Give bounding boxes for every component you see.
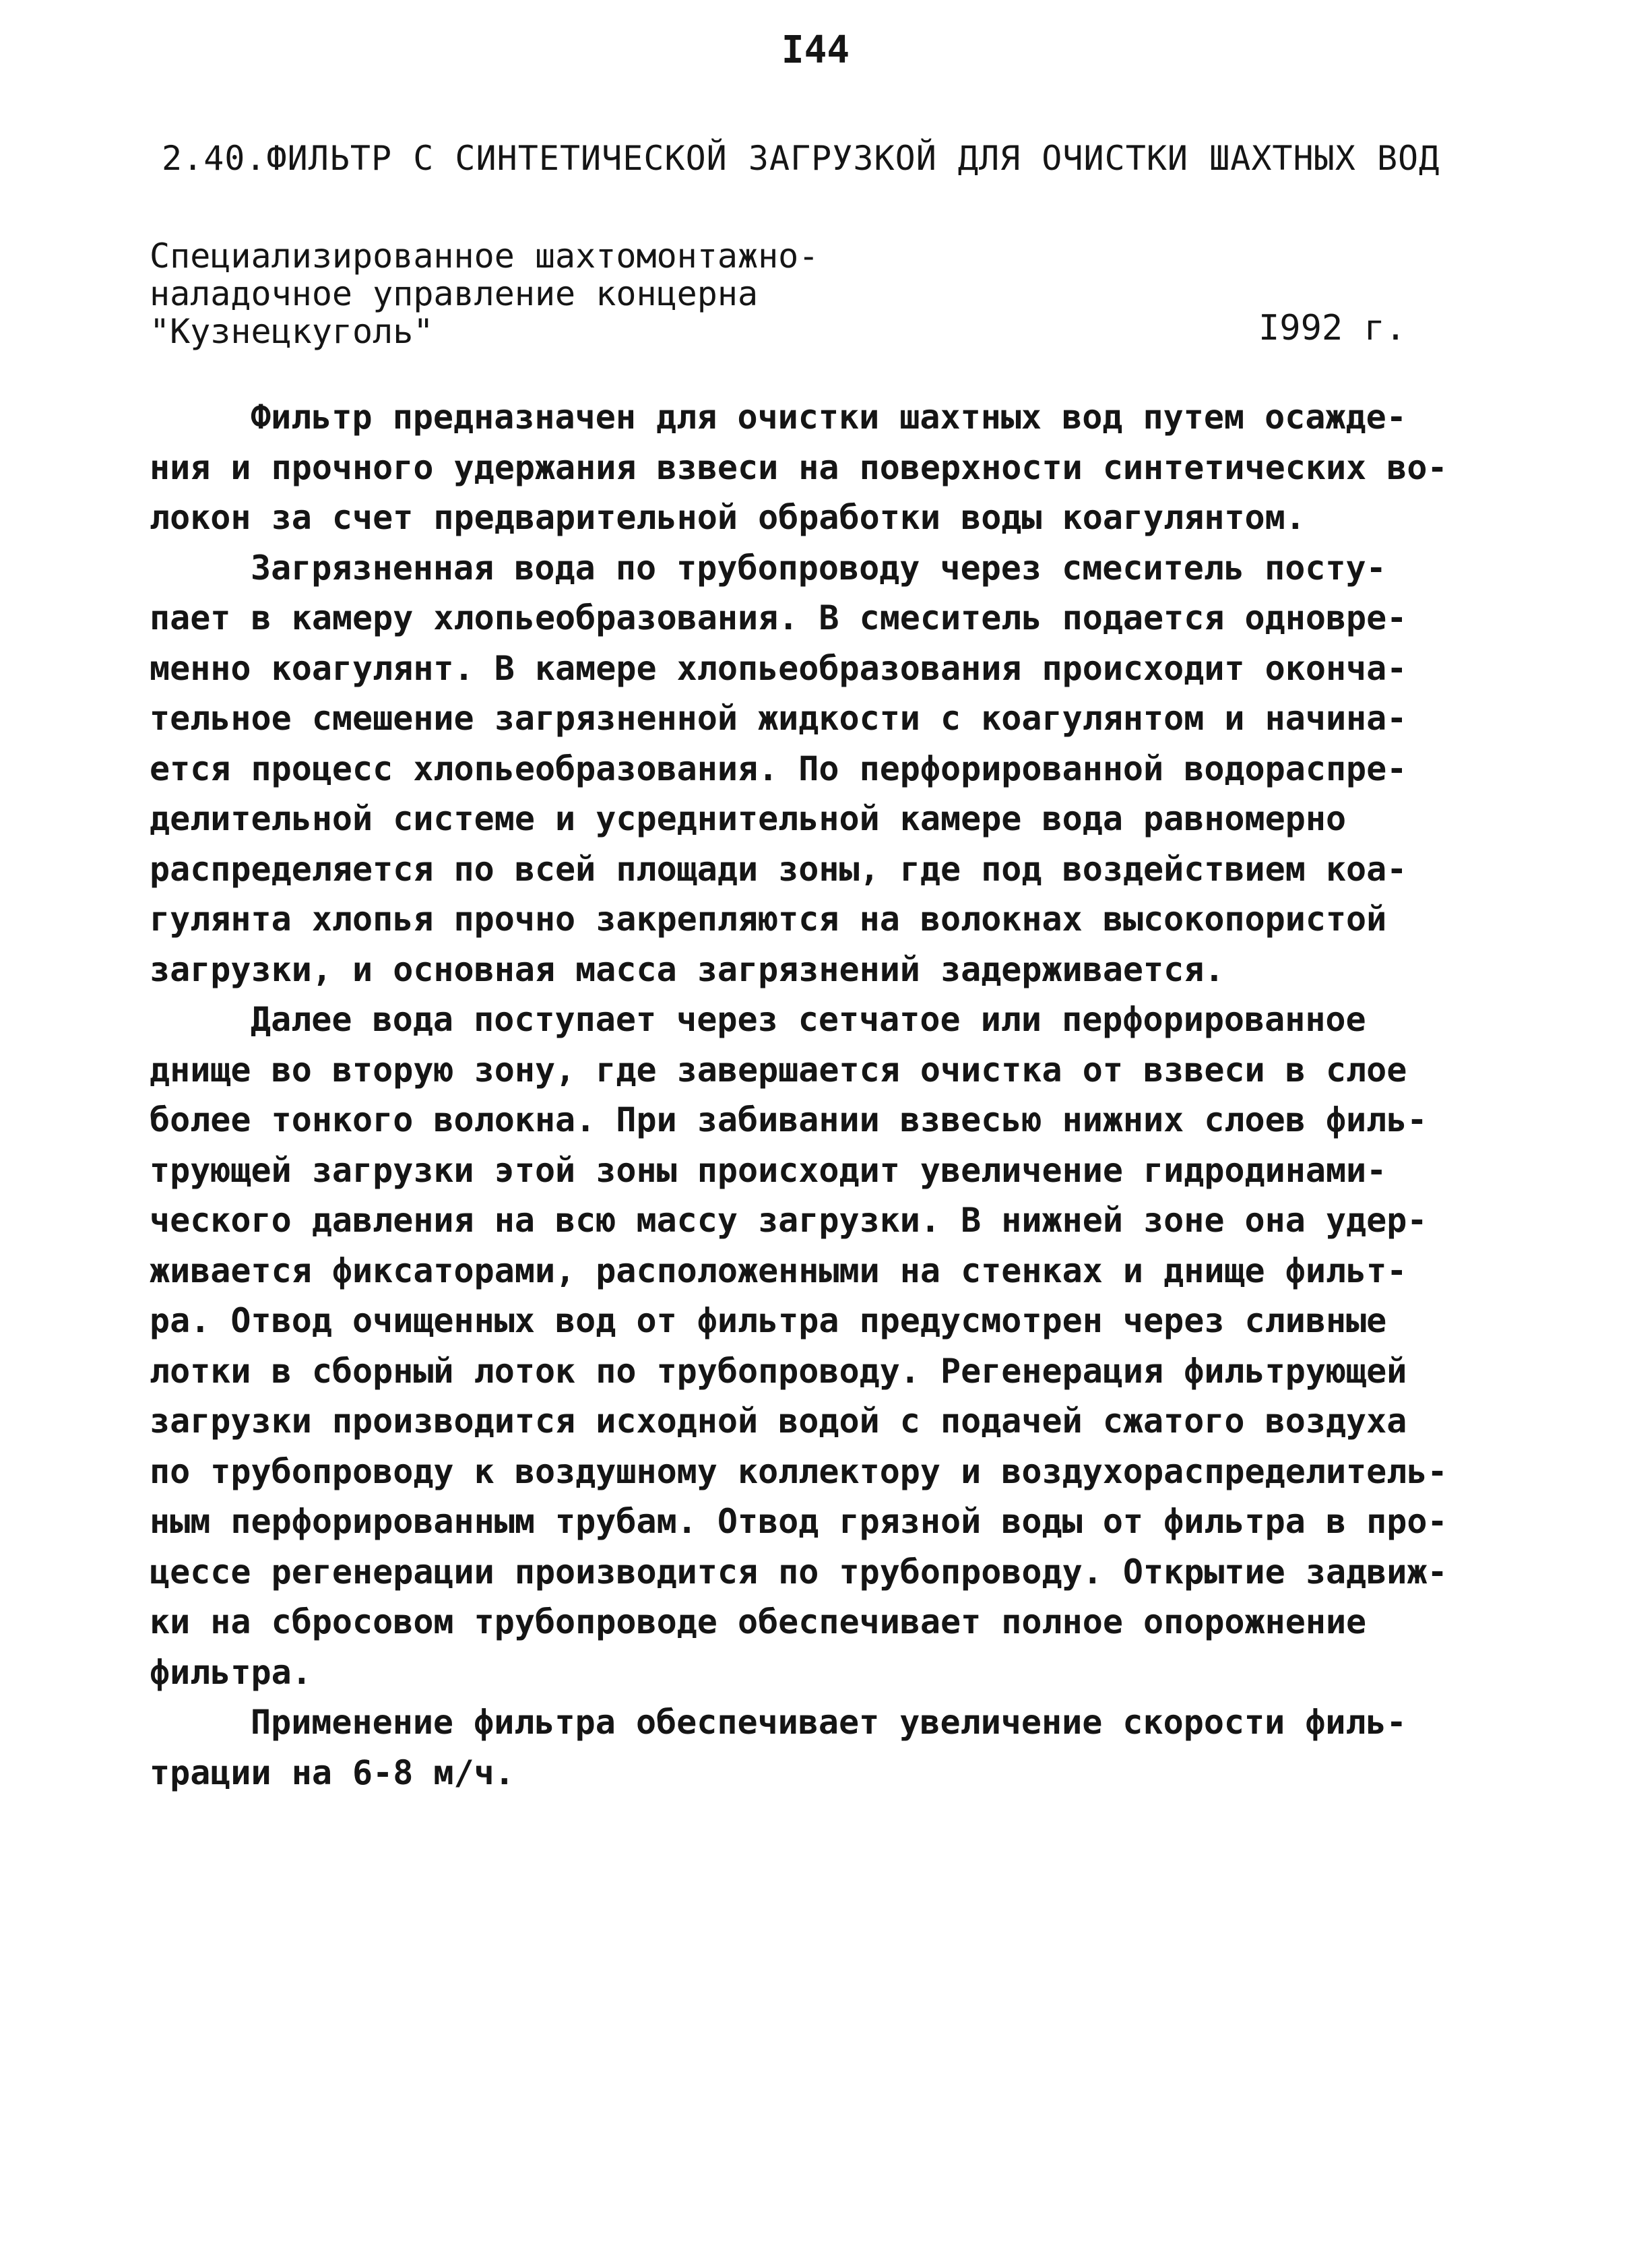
paragraph-line: распределяется по всей площади зоны, где под воздействием коа-: [150, 849, 1407, 889]
section-heading: 2.40.ФИЛЬТР С СИНТЕТИЧЕСКОЙ ЗАГРУЗКОЙ ДЛЯ ОЧИСТКИ ШАХТНЫХ ВОД: [162, 139, 1440, 178]
paragraph-line: ра. Отвод очищенных вод от фильтра предусмотрен через сливные: [150, 1301, 1387, 1340]
page-number: I44: [781, 28, 850, 72]
paragraph-line: Загрязненная вода по трубопроводу через смеситель посту-: [251, 548, 1386, 588]
paragraph-line: ным перфорированным трубам. Отвод грязной воды от фильтра в про-: [150, 1502, 1448, 1541]
paragraph-line: цессе регенерации производится по трубопроводу. Открытие задвиж-: [150, 1552, 1448, 1592]
paragraph-line: ки на сбросовом трубопроводе обеспечивает полное опорожнение: [150, 1602, 1367, 1641]
paragraph-line: более тонкого волокна. При забивании взвесью нижних слоев филь-: [150, 1100, 1428, 1139]
paragraph-line: ния и прочного удержания взвеси на поверхности синтетических во-: [150, 447, 1448, 487]
paragraph-line: делительной системе и усреднительной камере вода равномерно: [150, 799, 1347, 838]
paragraph-line: днище во вторую зону, где завершается очистка от взвеси в слое: [150, 1050, 1407, 1090]
paragraph-line: загрузки производится исходной водой с подачей сжатого воздуха: [150, 1401, 1407, 1441]
paragraph-line: фильтра.: [150, 1652, 312, 1692]
paragraph-line: загрузки, и основная масса загрязнений задерживается.: [150, 949, 1225, 989]
paragraph-line: гулянта хлопья прочно закрепляются на волокнах высокопористой: [150, 900, 1387, 939]
organization-block: [150, 237, 958, 350]
organization-line: Специализированное шахтомонтажно-: [150, 237, 819, 276]
paragraph-line: по трубопроводу к воздушному коллектору и воздухораспределитель-: [150, 1451, 1448, 1491]
paragraph-line: трующей загрузки этой зоны происходит увеличение гидродинами-: [150, 1150, 1387, 1190]
paragraph-line: лотки в сборный лоток по трубопроводу. Регенерация фильтрующей: [150, 1351, 1407, 1391]
paragraph-line: Фильтр предназначен для очистки шахтных вод путем осажде-: [251, 398, 1407, 437]
paragraph-line: ется процесс хлопьеобразования. По перфорированной водораспре-: [150, 749, 1407, 788]
paragraph-line: Применение фильтра обеспечивает увеличение скорости филь-: [251, 1703, 1407, 1742]
paragraph-line: пает в камеру хлопьеобразования. В смеситель подается одновре-: [150, 598, 1407, 637]
paragraph-line: трации на 6-8 м/ч.: [150, 1753, 515, 1792]
organization-line: "Кузнецкуголь": [150, 312, 434, 351]
paragraph-line: менно коагулянт. В камере хлопьеобразования происходит оконча-: [150, 648, 1407, 688]
publication-year: I992 г.: [1258, 308, 1407, 348]
paragraph-line: локон за счет предварительной обработки воды коагулянтом.: [150, 498, 1306, 537]
paragraph-line: ческого давления на всю массу загрузки. В нижней зоне она удер-: [150, 1201, 1428, 1240]
organization-line: наладочное управление концерна: [150, 274, 759, 313]
paragraph-line: живается фиксаторами, расположенными на стенках и днище фильт-: [150, 1251, 1407, 1290]
body-text: [150, 392, 1497, 1798]
paragraph-line: Далее вода поступает через сетчатое или перфорированное: [251, 1000, 1366, 1039]
paragraph-line: тельное смешение загрязненной жидкости с коагулянтом и начина-: [150, 699, 1407, 738]
